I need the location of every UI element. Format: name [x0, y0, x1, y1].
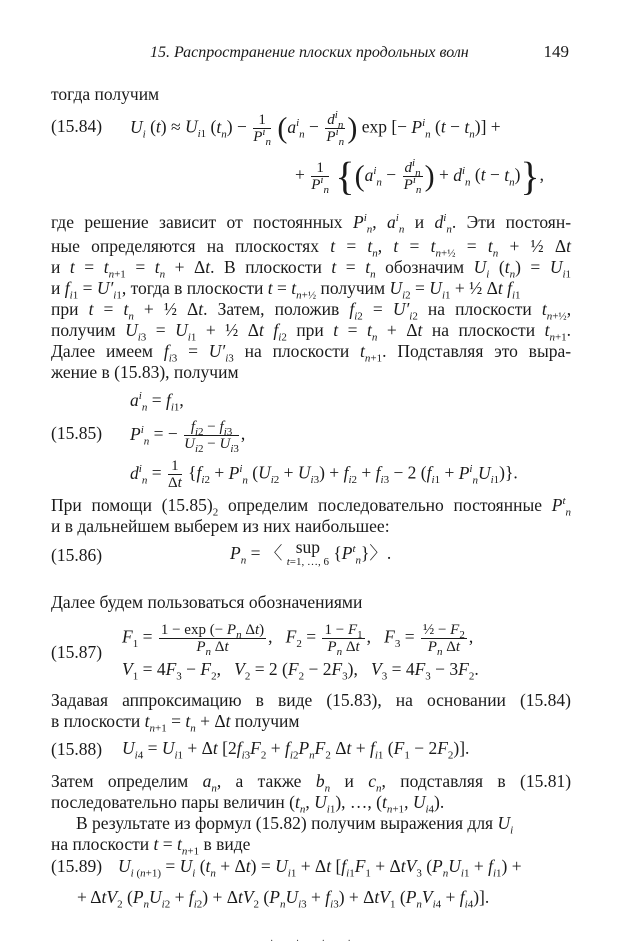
text-line: получим $U_{i3} = U_{i1}$ + ½ Δt $f_{i2}$ при $t = t_n + \Delta t$ на плоскости $t_{n+1}$.: [51, 320, 572, 344]
text-line: при $t = t_n$ + ½ Δt. Затем, положив $f_{i2} = U'_{i2}$ на плоскости $t_{n+\frac{1}{2}}$,: [51, 299, 572, 323]
equation-15-85-line1: $a^i_n = f_{i1}$,: [130, 390, 184, 414]
text-line: жение в (15.83), получим: [51, 362, 239, 382]
text-line: ные определяются на плоскостях $t = t_n$, $t = t_{n+\frac{1}{2}} = t_n$ + ½ Δt: [51, 236, 572, 260]
equation-number-15-88: (15.88): [51, 739, 103, 759]
text-line: последовательно пары величин ($t_n$, $U_{i1}$), …, ($t_{n+1}$, $U_{i4}$).: [51, 792, 445, 816]
equation-15-87-line1: $F_1$ = $\frac{1 - \exp (- P_n \Delta t)}{P_n \Delta t}$ , $F_2$ = $\frac{1 - F_1}{P_n \Delta t}$ , $F_3$ = $\frac{\frac{1}{2} - F_2}{P_n \Delta t}$ ,: [122, 622, 474, 658]
page-number: 149: [543, 42, 569, 61]
equation-15-85-line2: $P^i_n$ = − $\frac{f_{i2} - f_{i3}}{U_{i2} - U_{i3}}$ ,: [130, 419, 246, 455]
text-line: и в дальнейшем выберем из них наибольшее:: [51, 516, 390, 536]
equation-number-15-89: (15.89): [51, 856, 103, 876]
equation-number-15-85: (15.85): [51, 423, 103, 443]
text-line: Далее имеем $f_{i3} = U'_{i3}$ на плоскости $t_{n+1}$. Подставляя это выра-: [51, 341, 572, 365]
text-line: При помощи $(15.85)_2$ определим последовательно постоянные $P^t_n$: [51, 495, 572, 519]
intro-text: тогда получим: [51, 84, 160, 104]
equation-15-89-line1: $U_{i (n+1)} = U_i$ $(t_n + \Delta t) = U_{i1} + \Delta t$ [$f_{i1}F_1 + \Delta tV_3$ $(P_nU_{i1} + f_{i1})$ +: [118, 856, 522, 880]
footer-dots: · · · ·: [270, 936, 361, 947]
equation-15-87-line2: $V_1 = 4F_3 - F_2$, $V_2 = 2$ $(F_2 - 2F_3)$, $V_3 = 4F_3 - 3F_2$.: [122, 659, 479, 683]
equation-15-89-line2: + ΔtV$_2$ $(P_nU_{i2} + f_{i2}) + \Delta tV_2$ $(P_nU_{i3} + f_{i3}) + \Delta tV_1$ $(P_nV_{i4} + f_{i4})$].: [77, 887, 490, 911]
text-line: и $f_{i1} = U'_{i1}$, тогда в плоскости $t = t_{n+\frac{1}{2}}$ получим $U_{i2} = U_{i1}$ + ½ Δt $f_{i1}$: [51, 278, 521, 302]
text-line: Затем определим $a_n$, а также $b_n$ и $c_n$, подставляя в (15.81): [51, 771, 572, 795]
text-line: в плоскости $t_{n+1} = t_n + \Delta t$ получим: [51, 711, 300, 735]
text-line: Далее будем пользоваться обозначениями: [51, 592, 363, 612]
text-line: на плоскости $t = t_{n+1}$ в виде: [51, 834, 251, 858]
equation-number-15-87: (15.87): [51, 642, 103, 662]
equation-number-15-86: (15.86): [51, 545, 103, 565]
equation-15-88: $U_{i4} = U_{i1} + \Delta t$ [$2f_{i3}F_2 + f_{i2}P_nF_2$ $\Delta t + f_{i1}$ $(F_1 - 2F_2)$].: [122, 738, 470, 762]
text-line: В результате из формул (15.82) получим выражения для $U_i$: [76, 813, 514, 837]
running-title: 15. Распространение плоских продольных волн: [150, 44, 469, 61]
running-header: [150, 42, 569, 64]
equation-number-15-84: (15.84): [51, 116, 103, 136]
equation-15-85-line3: $d^i_n$ = $\frac{1}{\Delta t}$ {$f_{i2} + P^i_n$ $(U_{i2} + U_{i3}) + f_{i2} + f_{i3} - 2$ $(f_{i1} + P^i_nU_{i1})$}.: [130, 458, 518, 491]
text-line: и $t = t_{n+1} = t_n + \Delta t$. В плоскости $t = t_n$ обозначим $U_i$ $(t_n) = U_{i1}$: [51, 257, 572, 281]
text-line: где решение зависит от постоянных $P^i_n$, $a^i_n$ и $d^i_n$. Эти постоян-: [51, 212, 572, 236]
text-line: Задавая аппроксимацию в виде (15.83), на основании (15.84): [51, 690, 571, 710]
equation-15-84-line2: + $\frac{1}{P^i_n}$ {($a^i_n$ − $\frac{d^i_n}{P^i_n}$ ) + $d^i_n$ $(t - t_n)$},: [295, 153, 544, 199]
equation-15-86: $P_n$ = 〈 sup t=1, …, 6 $\{P^t_n\}$〉.: [230, 537, 392, 568]
text-line: [51, 84, 571, 105]
equation-15-84-line1: $U_i$ $(t) \approx U_{i1}$ $(t_n)$ − $\frac{1}{P^i_n}$ ($a^i_n$ − $\frac{d^i_n}{P^i_n}$ ) exp [− $P^i_n$ $(t - t_n)$] +: [130, 109, 501, 148]
